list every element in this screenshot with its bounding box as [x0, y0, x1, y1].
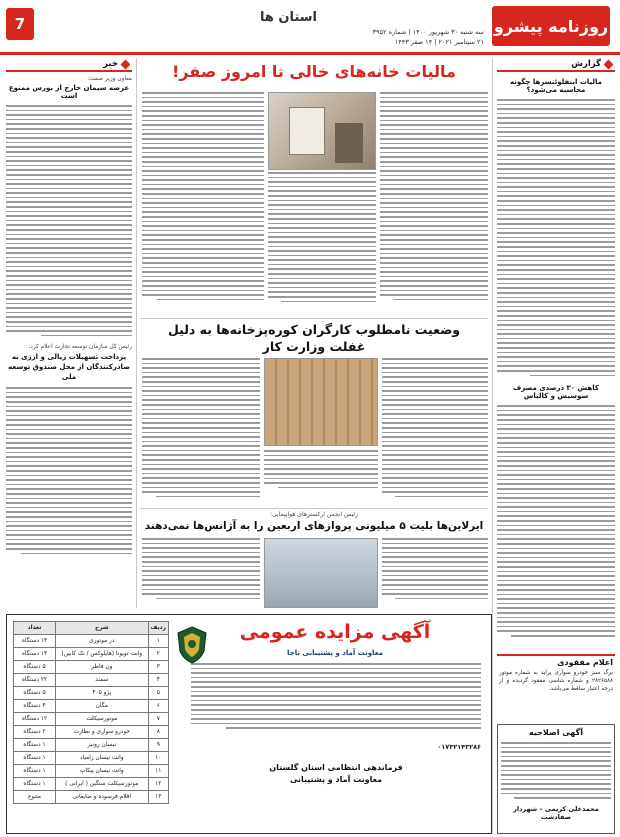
story2-body	[497, 405, 615, 636]
mid-headline-line2: غفلت وزارت کار	[262, 339, 366, 354]
report-title: مالیات اینفلوئنسرها چگونه محاسبه می‌شود؟	[510, 78, 602, 94]
table-cell: ۶	[148, 700, 168, 713]
table-cell: در موتوری	[56, 635, 149, 648]
bottom-headline: ایرلاین‌ها بلیت ۵ میلیونی پروازهای اربعین را به آژانس‌ها نمی‌دهند	[144, 520, 484, 532]
table-cell: ۲ دستگاه	[14, 726, 56, 739]
table-row	[14, 661, 169, 674]
auction-table-box	[13, 621, 169, 804]
table-row	[14, 726, 169, 739]
door-shape	[335, 123, 363, 163]
table-cell: ۱۴ دستگاه	[14, 648, 56, 661]
table-cell: ۵	[148, 687, 168, 700]
bottom-headline-box	[140, 511, 488, 532]
table-cell: نیسان رونیز	[56, 739, 149, 752]
table-cell: ۵ دستگاه	[14, 687, 56, 700]
mid-story-col3	[142, 358, 260, 497]
table-cell: خودرو سواری و نظارت	[56, 726, 149, 739]
auction-title-box	[185, 621, 485, 643]
table-row	[14, 791, 169, 804]
lost-documents-label: اعلام مفقودی	[557, 658, 613, 667]
right-section-label: گزارش	[497, 58, 615, 72]
issue-info-line2: ۲۱ سپتامبر ۲۰۲۱ | ۱۴ صفر ۱۴۴۳	[394, 38, 484, 46]
newspaper-logo: روزنامه پیشرو	[492, 6, 610, 46]
window-shape	[289, 107, 325, 155]
table-cell: ۹	[148, 739, 168, 752]
table-cell: ۱۱	[148, 765, 168, 778]
auction-body	[191, 663, 481, 729]
top-story-col2	[268, 172, 376, 302]
table-cell: ۱۲ دستگاه	[14, 713, 56, 726]
section-bullet-icon	[604, 59, 614, 69]
news2-body	[6, 387, 132, 554]
table-cell: مگان	[56, 700, 149, 713]
table-cell: ۱۳	[148, 791, 168, 804]
issue-info-line1: سه شنبه ۳۰ شهریور ۱۴۰۰ | شماره ۳۹۵۲	[372, 28, 484, 36]
table-row	[14, 765, 169, 778]
table-cell: ون فاطر	[56, 661, 149, 674]
table-cell: متنوع	[14, 791, 56, 804]
mid-headline-line1: وضعیت نامطلوب کارگران کوره‌پزخانه‌ها به دلیل	[167, 322, 461, 337]
table-cell: ۱	[148, 635, 168, 648]
news1-kicker: معاون وزیر صمت:	[87, 76, 132, 82]
table-cell: ۵ دستگاه	[14, 661, 56, 674]
table-row	[14, 713, 169, 726]
police-emblem-icon	[175, 625, 209, 665]
auction-signature	[191, 763, 481, 784]
auction-phone: ۰۱۷۳۲۱۴۳۲۸۶	[437, 743, 481, 751]
table-cell: وانت نیسان پیکاپ	[56, 765, 149, 778]
table-cell: ۸	[148, 726, 168, 739]
kiln-bricks-photo	[264, 358, 378, 446]
auction-table-header	[14, 622, 169, 635]
news2-kicker: رئیس کل سازمان توسعه تجارت اعلام کرد:	[28, 344, 132, 351]
auction-subtitle: معاونت آماد و پشتیبانی ناجا	[287, 649, 383, 657]
left-section-label: خبر	[6, 58, 132, 72]
correction-notice	[497, 724, 615, 834]
table-cell: ۱ دستگاه	[14, 739, 56, 752]
story-separator-1	[140, 318, 488, 319]
story-separator-2	[140, 508, 488, 509]
table-cell: ۱ دستگاه	[14, 778, 56, 791]
top-headline-box	[140, 62, 488, 86]
correction-signer: محمدعلی کریمی – شهردار صفادشت	[513, 804, 599, 821]
page-number: 7	[6, 8, 34, 40]
table-row	[14, 635, 169, 648]
auction-ad	[6, 614, 492, 834]
airplane-photo	[264, 538, 378, 608]
table-row	[14, 778, 169, 791]
table-cell: ۴ دستگاه	[14, 700, 56, 713]
lost-documents-text: برگ سبز خودرو سواری پراید به شماره موتور ۲۸۲۶۵۸۸ و شماره شاسی مفقود گردیده و از درجه اعتبار ساقط می‌باشد.	[499, 670, 613, 692]
news2-title: پرداخت تسهیلات ریالی و ارزی به صادرکنندگان از محل صندوق توسعه ملی	[8, 353, 130, 382]
table-cell: وانت تویوتا (هایلوکس / تک کابین)	[56, 648, 149, 661]
table-row	[14, 687, 169, 700]
table-cell: موتورسیکلت سنگین ( ایرانی )	[56, 778, 149, 791]
section-title: استان ها	[260, 10, 317, 25]
bottom-story-col3	[142, 538, 260, 599]
column-rule-right	[492, 58, 493, 834]
table-row	[14, 648, 169, 661]
story2-title: کاهش ۳۰ درصدی مصرف سوسیس و کالباس	[513, 384, 599, 401]
auction-title: آگهی مزایده عمومی	[239, 621, 431, 643]
header-divider	[0, 52, 620, 55]
table-row	[14, 674, 169, 687]
table-cell: ۱۰	[148, 752, 168, 765]
table-row	[14, 739, 169, 752]
report-body	[497, 99, 615, 376]
mid-story-col2	[264, 450, 378, 488]
signature-line1: فرماندهی انتظامی استان گلستان	[269, 763, 403, 772]
signature-line2: معاونت آماد و پشتیبانی	[289, 775, 383, 784]
correction-body	[501, 742, 611, 799]
table-cell: اقلام فرسوده و ضایعاتی	[56, 791, 149, 804]
table-cell: ۲	[148, 648, 168, 661]
bottom-story-col1	[382, 538, 488, 599]
top-story-col1	[380, 92, 488, 300]
table-cell: ۱۴ دستگاه	[14, 635, 56, 648]
page-header	[0, 0, 620, 52]
col-header-count: تعداد	[14, 622, 56, 635]
col-header-row: ردیف	[148, 622, 168, 635]
table-cell: ۷	[148, 713, 168, 726]
section-bullet-icon	[121, 59, 131, 69]
left-column	[6, 58, 132, 610]
table-cell: ۴	[148, 674, 168, 687]
table-row	[14, 752, 169, 765]
column-rule-left	[136, 58, 137, 608]
bottom-kicker: رئیس انجمن ارکستر‌های هواپیمایی:	[270, 511, 358, 518]
col-header-desc: شرح	[56, 622, 149, 635]
auction-table	[13, 621, 169, 804]
top-headline: مالیات خانه‌های خالی تا امروز صفر!	[172, 62, 456, 81]
lost-documents-box	[497, 654, 615, 720]
table-cell: ۳	[148, 661, 168, 674]
table-cell: ۱ دستگاه	[14, 752, 56, 765]
mid-story-col1	[382, 358, 488, 497]
table-row	[14, 700, 169, 713]
table-cell: ۱ دستگاه	[14, 765, 56, 778]
table-cell: ۲۲ دستگاه	[14, 674, 56, 687]
mid-headline-box	[140, 322, 488, 354]
news1-body	[6, 105, 132, 336]
correction-label: آگهی اصلاحیه	[529, 728, 583, 737]
top-story-col3	[142, 92, 264, 300]
news1-title: عرضه سیمان خارج از بورس ممنوع است	[8, 84, 130, 100]
table-cell: موتورسیکلت	[56, 713, 149, 726]
table-cell: سمند	[56, 674, 149, 687]
apartment-photo	[268, 92, 376, 170]
table-cell: پژو ۴۰۵	[56, 687, 149, 700]
table-cell: وانت نیسان زامیاد	[56, 752, 149, 765]
table-cell: ۱۲	[148, 778, 168, 791]
